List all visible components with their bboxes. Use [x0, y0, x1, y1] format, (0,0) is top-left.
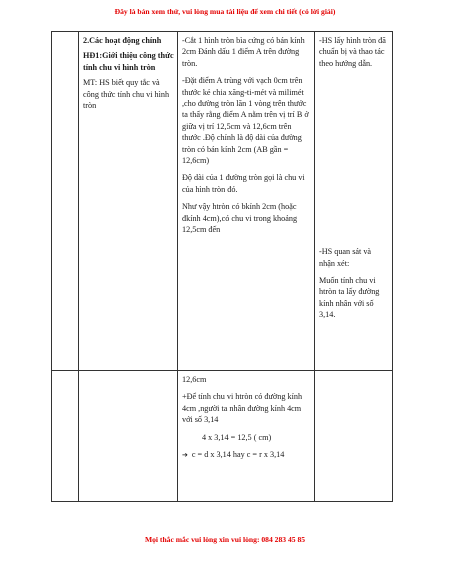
student-step-2: -HS quan sát và nhận xét:: [319, 247, 372, 268]
activity-cell: [79, 32, 178, 371]
activity-heading: 2.Các hoạt động chính: [83, 36, 162, 45]
activity-cell: [79, 371, 178, 502]
student-step-1: -HS lấy hình tròn đã chuẩn bị và thao tác theo hướng dẫn.: [319, 36, 386, 68]
table-row: [52, 371, 393, 502]
teacher-step-3: Độ dài của 1 đường tròn gọi là chu vi của hình tròn đó.: [182, 173, 305, 194]
arrow-right-icon: ➔: [182, 451, 188, 460]
activity-subheading: HĐ1:Giới thiệu công thức tính chu vi hình tròn: [83, 51, 174, 72]
activity-goal: MT: HS biết quy tắc và công thức tính chu vi hình tròn: [83, 78, 170, 111]
teacher-step-2: -Đặt điểm A trùng với vạch 0cm trên thước kẻ chia xăng-ti-mét và milimét ,cho đường tròn lăn 1 vòng trên thước ta thấy rằng điểm A nằm trên vị trí B ở giữa vị trí 12,5cm và 12,6cm trên thước .Độ chính là độ dài của đường tròn có bán kính 2cm (AB gần = 12,6cm): [182, 76, 309, 166]
formula-example: 4 x 3,14 = 12,5 ( cm): [202, 432, 272, 442]
teacher-step-4: Như vậy htròn có bkính 2cm (hoặc đkính 4cm),có chu vi trong khoảng 12,5cm đến: [182, 202, 298, 235]
table-row: [52, 32, 393, 371]
teacher-step-1: -Cắt 1 hình tròn bìa cứng có bán kính 2cm Đánh dấu 1 điểm A trên đường tròn.: [182, 36, 305, 68]
teacher-cell: [178, 371, 315, 502]
teacher-cell: [178, 32, 315, 371]
lesson-plan-table: [51, 31, 393, 502]
circumference-formula: c = d x 3,14 hay c = r x 3,14: [191, 450, 285, 460]
time-cell: [52, 371, 79, 502]
teacher-step-5: 12,6cm: [182, 375, 207, 384]
student-step-3: Muốn tính chu vi htròn ta lấy đường kính nhân với số 3,14.: [319, 276, 380, 320]
time-cell: [52, 32, 79, 371]
student-cell: [315, 32, 393, 371]
student-cell: [315, 371, 393, 502]
contact-notice: Mọi thắc mắc vui lòng xin vui lòng: 084 283 45 85: [144, 535, 306, 544]
preview-notice: Đây là bản xem thử, vui lòng mua tài liệu để xem chi tiết (có lời giải): [114, 7, 336, 16]
teacher-step-6: +Để tính chu vi htròn có đường kính 4cm ,người ta nhân đường kính 4cm với số 3,14: [182, 392, 303, 425]
formula-row: [182, 449, 311, 461]
